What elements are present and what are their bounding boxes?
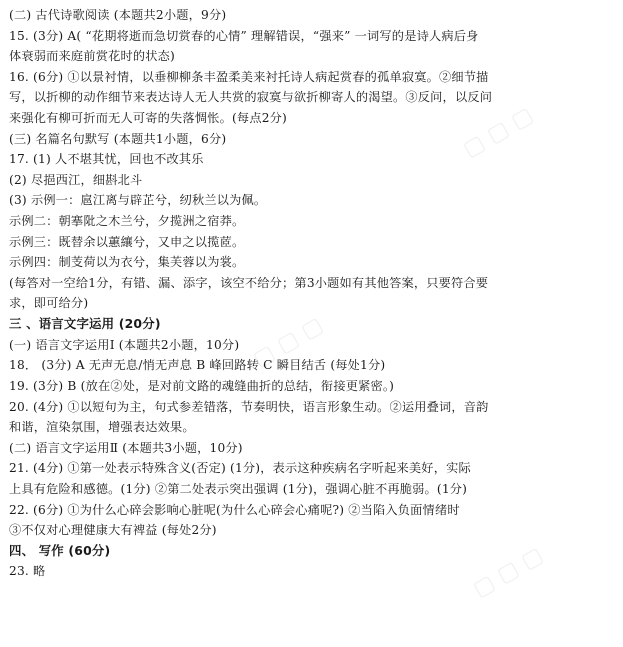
answer-17-example-1: (3) 示例一：扈江离与辟芷兮，纫秋兰以为佩。 (9, 193, 267, 207)
answer-17-part-1: 17. (1) 人不堪其忧，回也不改其乐 (9, 152, 204, 166)
answer-23: 23. 略 (9, 564, 46, 578)
section-heading-poetry: (二) 古代诗歌阅读 (本题共2小题，9分) (9, 8, 227, 22)
section-heading-recitation: (三) 名篇名句默写 (本题共1小题，6分) (9, 132, 227, 146)
subsection-heading-language-1: (一) 语言文字运用Ⅰ (本题共2小题，10分) (9, 338, 240, 352)
answer-15-line-2: 体衰弱而来庭前赏花时的状态) (9, 49, 175, 63)
answer-22-line-1: 22. (6分) ①为什么心碎会影响心脏呢(为什么心碎会心痛呢?) ②当陷入负面情绪时 (9, 503, 460, 517)
answer-18: 18． (3分) A 无声无息/悄无声息 B 峰回路转 C 瞬目结舌 (每处1分) (9, 358, 386, 372)
answer-22-line-2: ③不仅对心理健康大有裨益 (每处2分) (9, 523, 217, 537)
answer-17-example-2: 示例二：朝搴阰之木兰兮，夕揽洲之宿莽。 (9, 214, 245, 228)
watermark: ▢ ▢ ▢ (248, 312, 328, 373)
scoring-note-line-1: (每答对一空给1分，有错、漏、添字，该空不给分；第3小题如有其他答案，只要符合要 (9, 276, 489, 290)
answer-17-example-3: 示例三：既替余以蕙纕兮，又申之以揽茝。 (9, 235, 245, 249)
answer-17-example-4: 示例四：制芰荷以为衣兮，集芙蓉以为裳。 (9, 255, 245, 269)
answer-16-line-1: 16. (6分) ①以景衬情，以垂柳柳条丰盈柔美来衬托诗人病起赏春的孤单寂寞。②细节描 (9, 70, 489, 84)
scoring-note-line-2: 求，即可给分) (9, 296, 89, 310)
answer-17-part-2: (2) 尽挹西江，细斟北斗 (9, 173, 143, 187)
answer-20-line-1: 20. (4分) ①以短句为主，句式参差错落，节奏明快，语言形象生动。②运用叠词，音韵 (9, 400, 489, 414)
watermark: ▢ ▢ ▢ (468, 542, 548, 603)
answer-20-line-2: 和谐，渲染氛围，增强表达效果。 (9, 420, 195, 434)
watermark: ▢ ▢ ▢ (458, 102, 538, 163)
answer-21-line-1: 21. (4分) ①第一处表示特殊含义(否定) (1分)，表示这种疾病名字听起来美好，实际 (9, 461, 471, 475)
answer-16-line-3: 来强化有柳可折而无人可寄的失落惆怅。(每点2分) (9, 111, 288, 125)
section-heading-language: 三 、语言文字运用 (20分) (9, 316, 161, 331)
answer-21-line-2: 上具有危险和感德。(1分) ②第二处表示突出强调 (1分)，强调心脏不再脆弱。(1分) (9, 482, 468, 496)
answer-16-line-2: 写，以折柳的动作细节来表达诗人无人共赏的寂寞与欲折柳寄人的渴望。③反问，以反问 (9, 90, 493, 104)
answer-15-line-1: 15. (3分) A( “花期将逝而急切赏春的心情” 理解错误，“强来” 一词写的是诗人病后身 (9, 29, 479, 43)
subsection-heading-language-2: (二) 语言文字运用Ⅱ (本题共3小题，10分) (9, 441, 243, 455)
answer-19: 19. (3分) B (放在②处，是对前文路的魂缝曲折的总结，衔接更紧密。) (9, 379, 395, 393)
section-heading-writing: 四、 写作 (60分) (9, 543, 111, 558)
